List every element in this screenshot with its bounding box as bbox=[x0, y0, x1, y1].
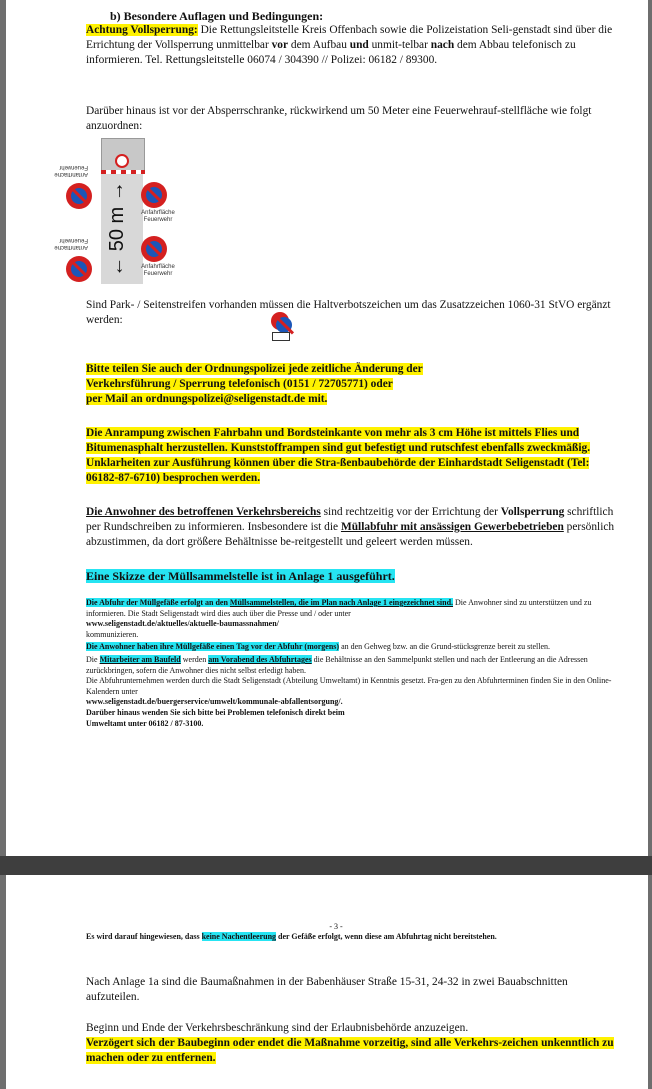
paragraph-verzoegerung: Verzögert sich der Baubeginn oder endet die Maßnahme vorzeitig, sind alle Verkehrs-zeichen unkenntlich zu machen oder zu entfernen. bbox=[86, 1037, 614, 1064]
paragraph-anrampung: Die Anrampung zwischen Fahrbahn und Bordsteinkante von mehr als 3 cm Höhe ist mittels Flies und Bitumenasphalt herzustellen. Kunststofframpen sind gut befestigt und rutschfest ebenfalls zweckmäßig. Unklarheiten zur Ausführung können über die Stra-ßenbaubehörde der Einhardstadt Seligenstadt (Tel: 06182-87-6710) besprochen werden. bbox=[86, 427, 591, 484]
document-page-1 bbox=[6, 0, 648, 856]
no-stopping-sign-icon bbox=[141, 236, 167, 262]
section-heading: b) Besondere Auflagen und Bedingungen: bbox=[110, 9, 324, 23]
page-separator bbox=[0, 856, 652, 875]
sign-caption-rotated: Anfahrfläche Feuerwehr bbox=[54, 237, 88, 250]
no-stopping-sign-icon bbox=[66, 256, 92, 282]
small-print-block: Die Abfuhr der Müllgefäße erfolgt an den Müllsammelstellen, die im Plan nach Anlage 1 eingezeichnet sind. Die Anwohner sind zu unterstützen und zu informieren. Die Stadt Seligenstadt wird dies auch über die Presse und / oder unter www.seligenstadt.de/aktuelles/aktuelle-baumassnahmen/ kommunizieren. Die Anwohner haben ihre Müllgefäße einen Tag vor der Abfuhr (morgens) an den Gehweg bzw. an die Grund-stücksgrenze bereit zu stellen. Die Mitarbeiter am Baufeld werden am Vorabend des Abfuhrtages die Behältnisse an den Sammelpunkt stellen und nach der Entleerung an die Adressen zurückbringen, sofern die Anwohner dies nicht selbst erledigt haben. Die Abfuhrunternehmen werden durch die Stadt Seligenstadt (Abteilung Umweltamt) in Kenntnis gesetzt. Fra-gen zu den Abfuhrterminen finden Sie in den Online-Kalendern unter www.seligenstadt.de/buergerservice/umwelt/kommunale-abfallentsorgung/. Darüber hinaus wenden Sie sich bitte bei Problemen telefonisch direkt beim Umweltamt unter 06182 / 87-3100. bbox=[86, 598, 612, 728]
sign-caption: Anfahrfläche Feuerwehr bbox=[141, 264, 175, 277]
paragraph-anzeigen: Beginn und Ende der Verkehrsbeschränkung sind der Erlaubnisbehörde anzuzeigen. bbox=[86, 1022, 469, 1034]
paragraph-ordnungspolizei: Bitte teilen Sie auch der Ordnungspolizei jede zeitliche Änderung der Verkehrsführung / Sperrung telefonisch (0151 / 72705771) oder per Mail an ordnungspolizei@seligenstadt.de mit. bbox=[86, 363, 423, 405]
document-page-2 bbox=[6, 875, 648, 1089]
note-nachentleerung: Es wird darauf hingewiesen, dass keine Nachentleerung der Gefäße erfolgt, wenn diese am Abfuhrtag nicht bereitstehen. bbox=[86, 932, 497, 941]
paragraph-anlage-1a: Nach Anlage 1a sind die Baumaßnahmen in der Babenhäuser Straße 15-31, 24-32 in zwei Bauabschnitten aufzuteilen. bbox=[86, 976, 568, 1003]
paragraph-zusatzzeichen: Sind Park- / Seitenstreifen vorhanden müssen die Haltverbotszeichen um das Zusatzzeichen 1060-31 StVO ergänzt werden: bbox=[86, 299, 611, 326]
distance-label: ← 50 m → bbox=[106, 181, 128, 277]
paragraph-skizze: Eine Skizze der Müllsammelstelle ist in Anlage 1 ausgeführt. bbox=[86, 569, 395, 583]
highlight-vollsperrung: Achtung Vollsperrung: bbox=[86, 24, 198, 36]
no-stopping-sign-icon bbox=[141, 182, 167, 208]
no-stopping-sign-icon bbox=[271, 312, 289, 330]
paragraph-feuerwehr: Darüber hinaus ist vor der Absperrschranke, rückwirkend um 50 Meter eine Feuerwehrauf-stellfläche wie folgt anzuordnen: bbox=[86, 105, 592, 132]
sign-caption: Anfahrfläche Feuerwehr bbox=[141, 210, 175, 223]
no-stopping-sign-icon bbox=[66, 183, 92, 209]
additional-sign-icon bbox=[272, 332, 290, 341]
feuerwehr-diagram bbox=[46, 138, 206, 288]
paragraph-anwohner: Die Anwohner des betroffenen Verkehrsbereichs sind rechtzeitig vor der Errichtung der Vollsperrung schriftlich per Rundschreiben zu informieren. Insbesondere ist die Müllabfuhr mit ansässigen Gewerbebetrieben persönlich abzustimmen, da dort größere Behältnisse be-reitgestellt und geleert werden müssen. bbox=[86, 506, 615, 548]
paragraph-vollsperrung: Achtung Vollsperrung: Die Rettungsleitstelle Kreis Offenbach sowie die Polizeistation Seli-genstadt sind über die Errichtung der Vollsperrung unmittelbar vor dem Aufbau und unmit-telbar nach dem Abbau telefonisch zu informieren. Tel. Rettungsleitstelle 06074 / 304390 // Polizei: 06182 / 89300. bbox=[86, 24, 613, 66]
sign-caption-rotated: Anfahrfläche Feuerwehr bbox=[54, 164, 88, 177]
page-number: - 3 - bbox=[329, 922, 343, 931]
zusatzzeichen-icon bbox=[270, 312, 290, 340]
